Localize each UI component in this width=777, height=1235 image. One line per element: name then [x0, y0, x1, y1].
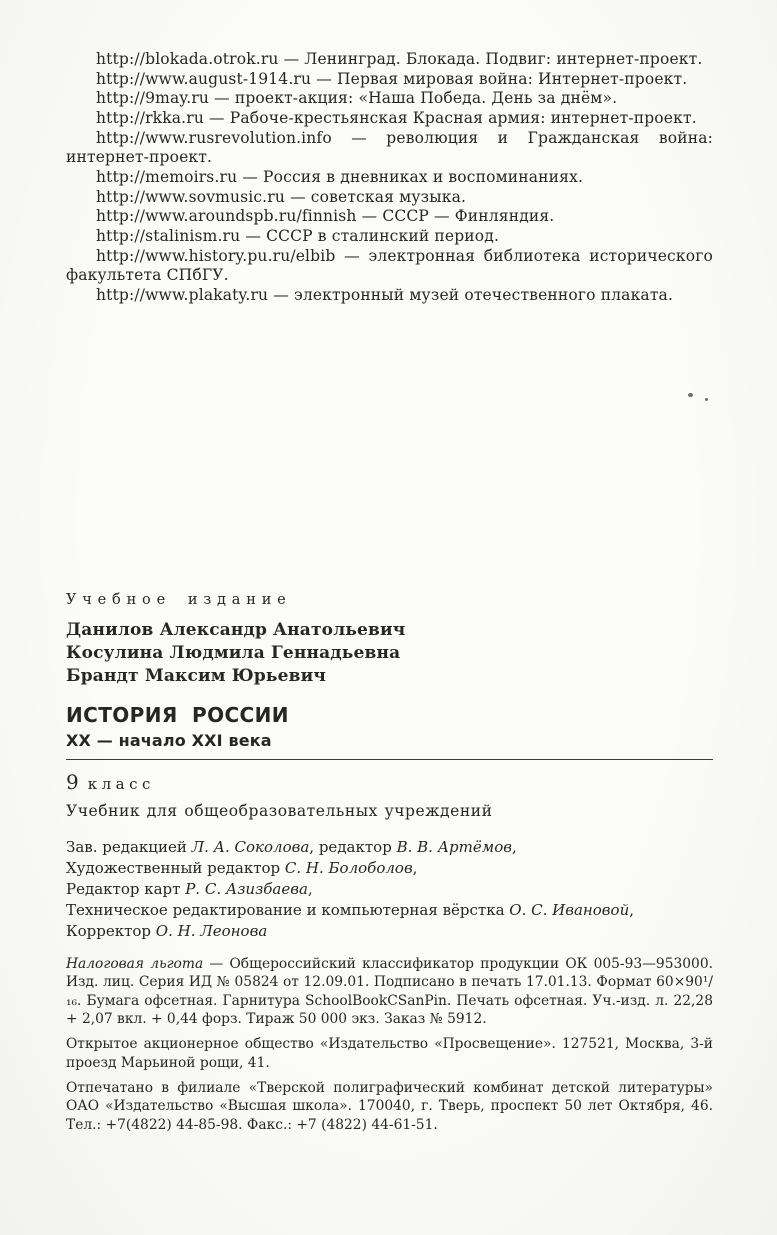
link-item	[66, 247, 713, 286]
imprint-paragraph: Отпечатано в филиале «Тверской полиграфический комбинат детской литературы» ОАО «Издательство «Высшая школа». 170040, г. Тверь, проспект 50 лет Октября, 46. Тел.: +7(4822) 44-85-98. Факс.: +7 (4822) 44-61-51.	[66, 1079, 713, 1133]
grade-word: класс	[87, 774, 155, 793]
credit-line	[66, 879, 713, 900]
print-specs-text: — Общероссийский классификатор продукции ОК 005-93—953000. Изд. лиц. Серия ИД № 05824 от 12.09.01. Подписано в печать 17.01.13. Формат 60×90¹/₁₆. Бумага офсетная. Гарнитура SchoolBookCSanPin. Печать офсетная. Уч.-изд. л. 22,28 + 2,07 вкл. + 0,44 форз. Тираж 50 000 экз. Заказ № 5912.	[66, 955, 713, 1027]
colophon-section	[66, 592, 713, 1141]
edition-label: Учебное издание	[66, 592, 292, 608]
link-url: http://rkka.ru	[96, 109, 204, 128]
link-url: http://www.august-1914.ru	[96, 69, 312, 88]
credit-person: О. С. Ивановой	[509, 900, 630, 919]
imprint-paragraph	[66, 955, 713, 1028]
credit-person: О. Н. Леонова	[155, 921, 268, 940]
link-item	[66, 168, 713, 188]
grade-number: 9	[66, 769, 79, 794]
link-item	[66, 227, 713, 247]
credit-role: Художественный редактор	[66, 858, 285, 877]
link-url: http://www.plakaty.ru	[96, 286, 269, 305]
link-item	[66, 188, 713, 208]
link-url: http://www.sovmusic.ru	[96, 187, 285, 206]
book-subtitle: XX — начало XXI века	[66, 730, 272, 750]
link-item	[66, 89, 713, 109]
link-url: http://9may.ru	[96, 89, 210, 108]
credit-line	[66, 900, 713, 921]
grade-line	[66, 770, 713, 794]
author-name: Косулина Людмила Геннадьевна	[66, 642, 401, 663]
link-desc: — Первая мировая война: Интернет-проект.	[316, 69, 688, 88]
link-item	[66, 129, 713, 168]
link-desc: — Ленинград. Блокада. Подвиг: интернет-проект.	[283, 50, 703, 68]
credit-punct: ,	[629, 900, 635, 919]
link-url: http://blokada.otrok.ru	[96, 50, 279, 68]
link-url: http://www.aroundspb.ru/finnish	[96, 207, 357, 226]
credit-person: С. Н. Болоболов	[284, 858, 413, 877]
credit-person: Р. С. Азизбаева	[185, 879, 308, 898]
credit-line	[66, 921, 713, 942]
credits-block	[66, 837, 713, 942]
credit-role: Зав. редакцией	[66, 837, 192, 856]
credit-role: , редактор	[309, 837, 397, 856]
credit-role: Техническое редактирование и компьютерная вёрстка	[66, 900, 510, 919]
tax-benefit-label: Налоговая льгота	[66, 955, 204, 972]
link-item	[66, 286, 713, 306]
link-item	[66, 50, 713, 70]
link-desc: — революция и Гражданская война: интернет-проект.	[66, 128, 713, 167]
book-title: ИСТОРИЯ РОССИИ	[66, 702, 289, 727]
link-url: http://www.history.pu.ru/elbib	[96, 246, 336, 265]
link-desc: — электронный музей отечественного плаката.	[273, 286, 674, 305]
scan-speck	[705, 398, 708, 401]
link-desc: — проект-акция: «Наша Победа. День за днём».	[214, 89, 618, 108]
link-item	[66, 109, 713, 129]
credit-punct: ,	[307, 879, 313, 898]
credit-person: В. В. Артёмов	[396, 837, 512, 856]
credit-role: Редактор карт	[66, 879, 186, 898]
section-divider	[66, 759, 713, 760]
scan-speck	[688, 393, 693, 397]
credit-role: Корректор	[66, 921, 156, 940]
credit-line	[66, 858, 713, 879]
web-resources-list	[66, 50, 713, 306]
credit-punct: ,	[511, 837, 517, 856]
link-url: http://www.rusrevolution.info	[96, 128, 332, 147]
link-desc: — электронная библиотека исторического факультета СПбГУ.	[66, 246, 713, 285]
imprint-block	[66, 955, 713, 1134]
credit-punct: ,	[412, 858, 418, 877]
author-name: Брандт Максим Юрьевич	[66, 665, 326, 686]
link-item	[66, 207, 713, 227]
link-desc: — СССР в сталинский период.	[245, 227, 500, 246]
imprint-paragraph: Открытое акционерное общество «Издательство «Просвещение». 127521, Москва, 3-й проезд Марьиной рощи, 41.	[66, 1036, 713, 1071]
link-desc: — Рабоче-крестьянская Красная армия: интернет-проект.	[209, 109, 697, 128]
link-url: http://memoirs.ru	[96, 168, 238, 187]
link-item	[66, 70, 713, 90]
book-type-line: Учебник для общеобразовательных учреждений	[66, 801, 493, 820]
link-desc: — советская музыка.	[290, 187, 467, 206]
link-url: http://stalinism.ru	[96, 227, 241, 246]
credit-person: Л. А. Соколова	[191, 837, 310, 856]
link-desc: — СССР — Финляндия.	[361, 207, 555, 226]
link-desc: — Россия в дневниках и воспоминаниях.	[242, 168, 584, 187]
author-name: Данилов Александр Анатольевич	[66, 620, 406, 640]
credit-line	[66, 837, 713, 858]
authors-block	[66, 619, 713, 688]
